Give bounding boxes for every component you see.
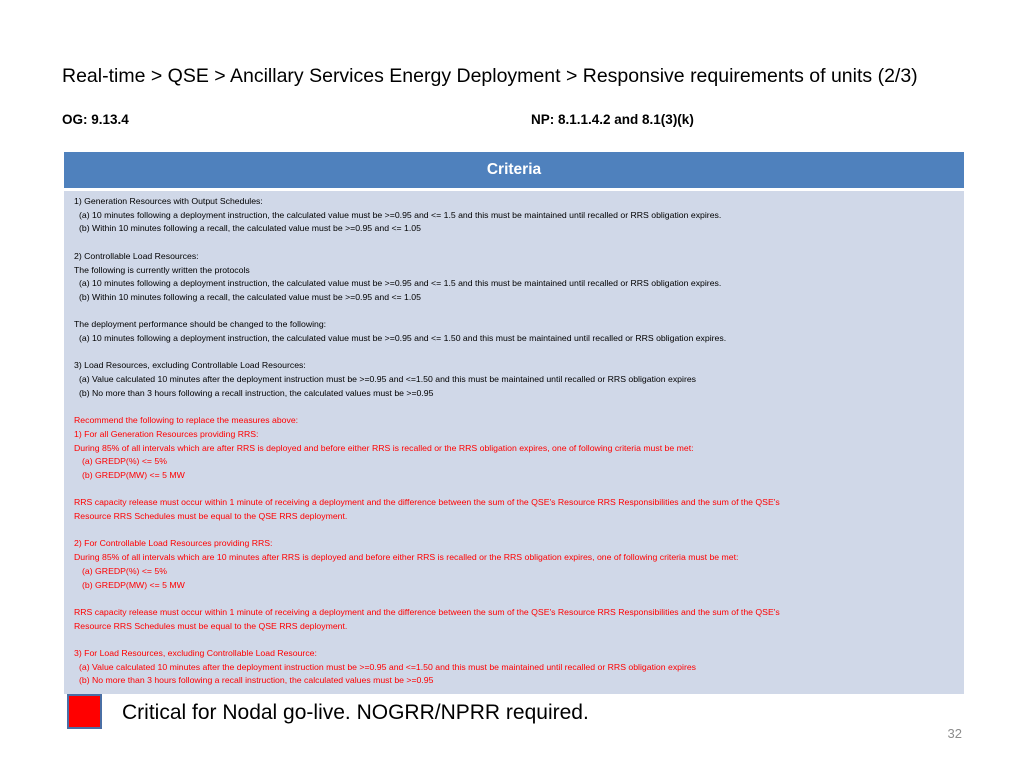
np-reference: NP: 8.1.1.4.2 and 8.1(3)(k)	[531, 112, 694, 127]
criteria-line	[74, 346, 954, 360]
recommendation-line	[74, 483, 954, 497]
criteria-line: (b) No more than 3 hours following a recall instruction, the calculated values must be >=0.95	[79, 387, 434, 398]
criteria-line: (b) Within 10 minutes following a recall, the calculated value must be >=0.95 and <= 1.05	[79, 223, 421, 234]
recommendation-line: 1) For all Generation Resources providing RRS:	[74, 428, 259, 439]
criteria-line: (b) Within 10 minutes following a recall, the calculated value must be >=0.95 and <= 1.05	[79, 291, 421, 302]
critical-legend-text: Critical for Nodal go-live. NOGRR/NPRR required.	[122, 701, 589, 724]
criteria-line: 1) Generation Resources with Output Schedules:	[74, 196, 263, 206]
criteria-line: (a) Value calculated 10 minutes after the deployment instruction must be >=0.95 and <=1.50 and this must be maintained until recalled or RRS obligation expires	[79, 374, 697, 385]
criteria-line: The following is currently written the protocols	[74, 264, 250, 275]
recommendation-line	[74, 592, 954, 606]
criteria-body	[64, 191, 964, 688]
recommendation-line	[74, 524, 954, 538]
recommendation-line: (b) GREDP(MW) <= 5 MW	[82, 470, 185, 480]
recommendation-line: (a) GREDP(%) <= 5%	[82, 565, 167, 576]
criteria-line	[74, 305, 954, 319]
criteria-line	[74, 236, 954, 250]
slide-title: Real-time > QSE > Ancillary Services Energy Deployment > Responsive requirements of units (2/3)	[62, 65, 918, 87]
criteria-header: Criteria	[64, 152, 964, 191]
recommendation-line: (b) GREDP(MW) <= 5 MW	[82, 579, 185, 590]
recommendation-line: RRS capacity release must occur within 1 minute of receiving a deployment and the difference between the sum of the QSE's Resource RRS Responsibilities and the sum of the QSE's	[74, 497, 780, 508]
criteria-table	[64, 152, 964, 694]
recommendation-line: During 85% of all intervals which are after RRS is deployed and before either RRS is recalled or the RRS obligation expires, one of following criteria must be met:	[74, 442, 694, 453]
criteria-line: (a) 10 minutes following a deployment instruction, the calculated value must be >=0.95 and <= 1.50 and this must be maintained until recalled or RRS obligation expires.	[79, 333, 727, 343]
og-reference: OG: 9.13.4	[62, 112, 129, 127]
recommendation-line: RRS capacity release must occur within 1 minute of receiving a deployment and the difference between the sum of the QSE's Resource RRS Responsibilities and the sum of the QSE's	[74, 606, 780, 617]
recommendation-line: (b) No more than 3 hours following a recall instruction, the calculated values must be >=0.95	[79, 675, 434, 686]
criteria-line: The deployment performance should be changed to the following:	[74, 319, 327, 330]
recommendation-line: (a) GREDP(%) <= 5%	[82, 456, 167, 467]
criteria-line: 2) Controllable Load Resources:	[74, 250, 199, 261]
criteria-line: (a) 10 minutes following a deployment instruction, the calculated value must be >=0.95 and <= 1.5 and this must be maintained until recalled or RRS obligation expires.	[79, 278, 722, 289]
recommendation-line	[74, 633, 954, 647]
recommendation-line: (a) Value calculated 10 minutes after the deployment instruction must be >=0.95 and <=1.50 and this must be maintained until recalled or RRS obligation expires	[79, 661, 697, 672]
recommendation-line: Resource RRS Schedules must be equal to the QSE RRS deployment.	[74, 620, 348, 631]
criteria-line: 3) Load Resources, excluding Controllable Load Resources:	[74, 360, 306, 371]
criteria-line: (a) 10 minutes following a deployment instruction, the calculated value must be >=0.95 and <= 1.5 and this must be maintained until recalled or RRS obligation expires.	[79, 209, 722, 220]
critical-legend-swatch	[67, 694, 102, 729]
recommendation-line: 2) For Controllable Load Resources providing RRS:	[74, 538, 273, 549]
criteria-line	[74, 401, 954, 415]
recommendation-line: Recommend the following to replace the measures above:	[74, 415, 299, 426]
recommendation-line: Resource RRS Schedules must be equal to the QSE RRS deployment.	[74, 511, 348, 522]
recommendation-line: 3) For Load Resources, excluding Controllable Load Resource:	[74, 648, 317, 659]
page-number: 32	[947, 726, 962, 741]
recommendation-line: During 85% of all intervals which are 10 minutes after RRS is deployed and before either RRS is recalled or the RRS obligation expires, one of following criteria must be met:	[74, 552, 739, 563]
